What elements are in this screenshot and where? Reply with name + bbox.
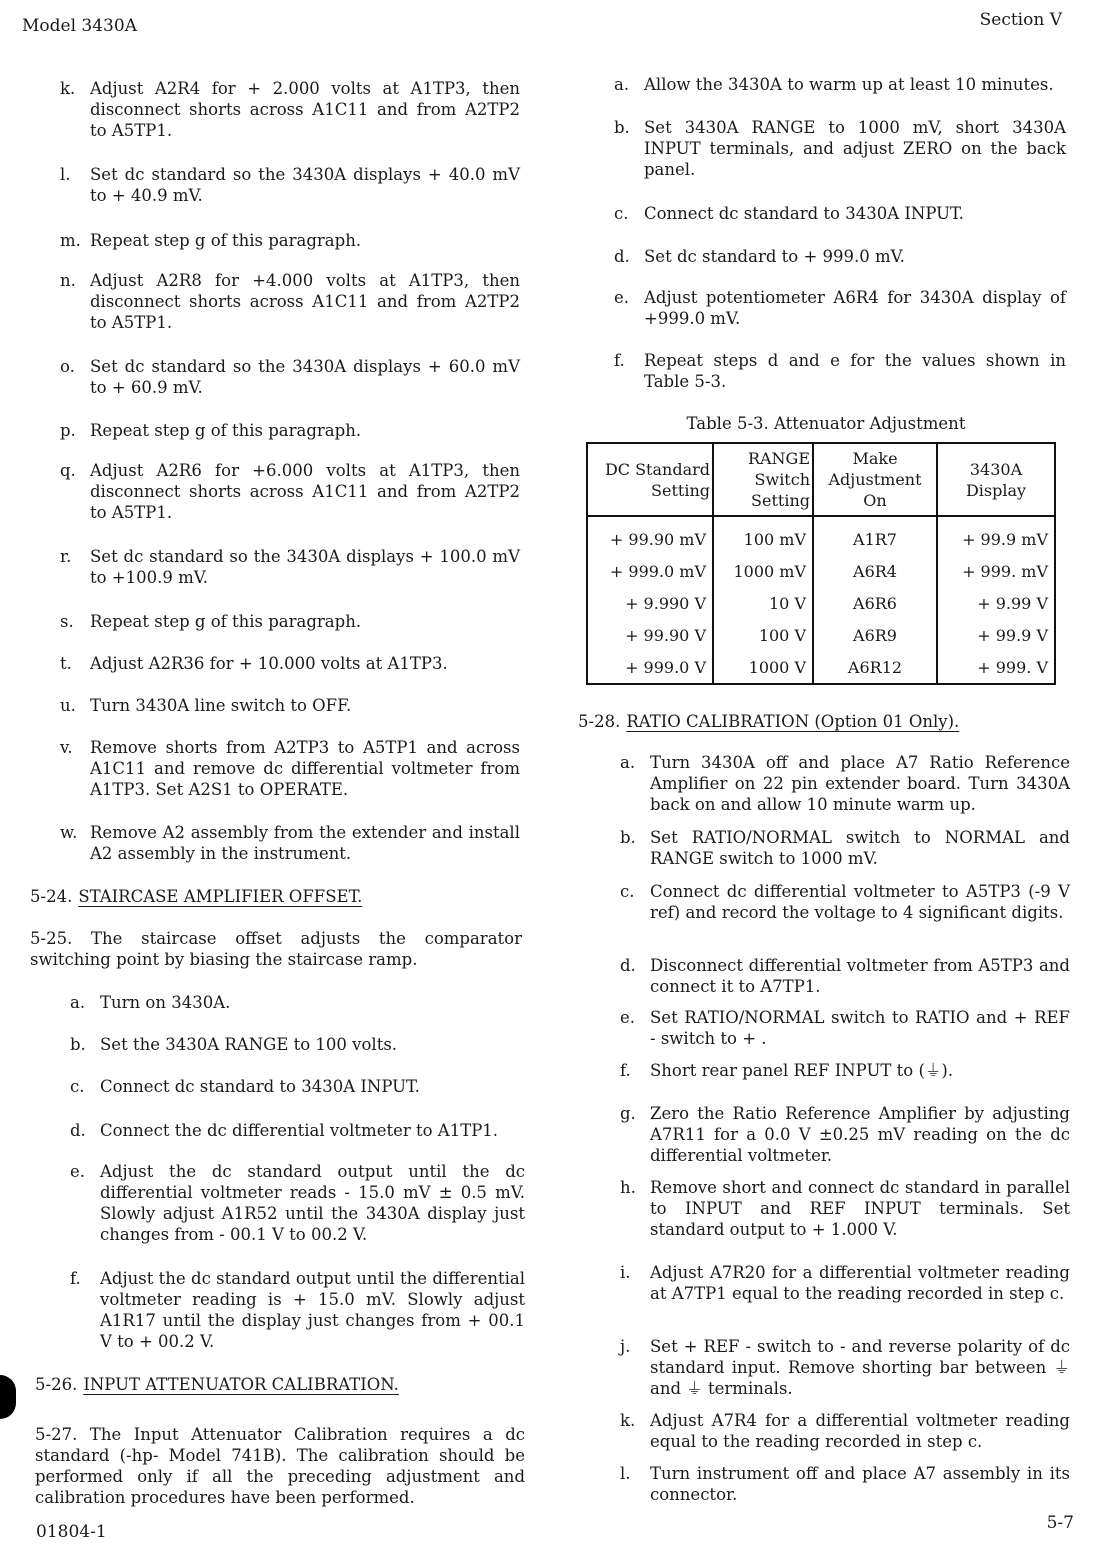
table-row: [587, 651, 1055, 684]
list-item: l. Turn instrument off and place A7 assembly in its connector.: [620, 1464, 1070, 1504]
list-item: n. Adjust A2R8 for +4.000 volts at A1TP3, then disconnect shorts across A1C11 and from A2TP2 to A5TP1.: [60, 271, 520, 332]
list-item: d. Disconnect differential voltmeter from A5TP3 and connect it to A7TP1.: [620, 956, 1070, 996]
table-cell: + 99.9 mV: [962, 529, 1048, 549]
list-item: f. Adjust the dc standard output until the differential voltmeter reading is + 15.0 mV. Slowly adjust A1R17 until the display just changes from + 00.1 V to + 00.2 V.: [70, 1269, 525, 1351]
list-item: c. Connect dc standard to 3430A INPUT.: [614, 204, 964, 223]
list-item: g. Zero the Ratio Reference Amplifier by adjusting A7R11 for a 0.0 V ±0.25 mV reading on the dc differential voltmeter.: [620, 1104, 1070, 1165]
footer-doc-number: 01804-1: [36, 1522, 107, 1542]
table-header: Make Adjustment On: [813, 443, 937, 516]
list-item: l. Set dc standard so the 3430A displays + 40.0 mV to + 40.9 mV.: [60, 165, 520, 205]
list-item: o. Set dc standard so the 3430A displays + 60.0 mV to + 60.9 mV.: [60, 357, 520, 397]
list-item: b. Set RATIO/NORMAL switch to NORMAL and RANGE switch to 1000 mV.: [620, 828, 1070, 868]
list-item: c. Connect dc standard to 3430A INPUT.: [70, 1077, 420, 1096]
table-cell: A6R6: [813, 587, 937, 619]
table-header: DC Standard Setting: [587, 443, 713, 516]
table-cell: + 999.0 V: [587, 651, 713, 684]
table-cell: 10 V: [713, 587, 813, 619]
list-item: a. Allow the 3430A to warm up at least 10 minutes.: [614, 75, 1054, 94]
table-cell: + 999. V: [977, 657, 1048, 677]
list-item: e. Adjust potentiometer A6R4 for 3430A display of +999.0 mV.: [614, 288, 1066, 328]
list-item: u. Turn 3430A line switch to OFF.: [60, 696, 352, 715]
list-item: k. Adjust A2R4 for + 2.000 volts at A1TP3, then disconnect shorts across A1C11 and from A2TP2 to A5TP1.: [60, 79, 520, 140]
table-cell: A6R12: [813, 651, 937, 684]
table-row: [587, 555, 1055, 587]
list-item: t. Adjust A2R36 for + 10.000 volts at A1TP3.: [60, 654, 448, 673]
section-heading-5-28: 5-28. RATIO CALIBRATION (Option 01 Only).: [578, 712, 960, 731]
list-item: a. Turn on 3430A.: [70, 993, 231, 1012]
list-item: f. Short rear panel REF INPUT to (⏚).: [620, 1061, 954, 1080]
list-item: m. Repeat step g of this paragraph.: [60, 231, 362, 250]
table-cell: + 9.990 V: [587, 587, 713, 619]
list-item: h. Remove short and connect dc standard in parallel to INPUT and REF INPUT terminals. Set standard output to + 1.000 V.: [620, 1178, 1070, 1239]
list-item: f. Repeat steps d and e for the values shown in Table 5-3.: [614, 351, 1066, 391]
list-item: v. Remove shorts from A2TP3 to A5TP1 and across A1C11 and remove dc differential voltmeter from A1TP3. Set A2S1 to OPERATE.: [60, 738, 520, 799]
list-item: r. Set dc standard so the 3430A displays + 100.0 mV to +100.9 mV.: [60, 547, 520, 587]
table-cell: 1000 mV: [713, 555, 813, 587]
list-item: e. Adjust the dc standard output until the dc differential voltmeter reads - 15.0 mV ± 0.5 mV. Slowly adjust A1R52 until the 3430A display just changes from - 00.1 V to 00.2 V.: [70, 1162, 525, 1244]
table-cell: 1000 V: [713, 651, 813, 684]
table-header: RANGE Switch Setting: [713, 443, 813, 516]
table-cell: + 999.0 mV: [587, 555, 713, 587]
table-cell: + 99.90 V: [587, 619, 713, 651]
paragraph-5-27: 5-27. The Input Attenuator Calibration requires a dc standard (-hp- Model 741B). The calibration should be performed only if all the preceding adjustment and calibration procedures have been performed.: [35, 1425, 525, 1507]
list-item: j. Set + REF - switch to - and reverse polarity of dc standard input. Remove shorting bar between ⏚ and ⏚ terminals.: [620, 1337, 1070, 1398]
table-cell: + 99.90 mV: [587, 516, 713, 555]
list-item: b. Set 3430A RANGE to 1000 mV, short 3430A INPUT terminals, and adjust ZERO on the back panel.: [614, 118, 1066, 179]
table-cell: A6R4: [813, 555, 937, 587]
list-item: d. Connect the dc differential voltmeter to A1TP1.: [70, 1121, 499, 1140]
section-heading-5-26: 5-26. INPUT ATTENUATOR CALIBRATION.: [35, 1375, 399, 1394]
paragraph-5-25: 5-25. The staircase offset adjusts the comparator switching point by biasing the staircase ramp.: [30, 929, 522, 969]
list-item: e. Set RATIO/NORMAL switch to RATIO and + REF - switch to + .: [620, 1008, 1070, 1048]
table-caption: Table 5-3. Attenuator Adjustment: [686, 414, 966, 433]
table-row: [587, 587, 1055, 619]
binding-mark: [0, 1375, 16, 1419]
table-cell: + 999. mV: [962, 561, 1048, 581]
list-item: b. Set the 3430A RANGE to 100 volts.: [70, 1035, 398, 1054]
table-cell: 100 mV: [713, 516, 813, 555]
table-row: [587, 619, 1055, 651]
list-item: a. Turn 3430A off and place A7 Ratio Reference Amplifier on 22 pin extender board. Turn 3430A back on and allow 10 minute warm up.: [620, 753, 1070, 814]
table-cell: + 99.9 V: [977, 625, 1048, 645]
list-item: w. Remove A2 assembly from the extender and install A2 assembly in the instrument.: [60, 823, 520, 863]
list-item: q. Adjust A2R6 for +6.000 volts at A1TP3, then disconnect shorts across A1C11 and from A2TP2 to A5TP1.: [60, 461, 520, 522]
attenuator-adjustment-table: [586, 442, 1056, 685]
table-header: 3430A Display: [937, 443, 1055, 516]
list-item: k. Adjust A7R4 for a differential voltmeter reading equal to the reading recorded in step c.: [620, 1411, 1070, 1451]
table-cell: 100 V: [713, 619, 813, 651]
footer-page-number: 5-7: [1046, 1513, 1074, 1533]
list-item: p. Repeat step g of this paragraph.: [60, 421, 362, 440]
list-item: d. Set dc standard to + 999.0 mV.: [614, 247, 905, 266]
header-section: Section V: [979, 10, 1062, 30]
section-heading-5-24: 5-24. STAIRCASE AMPLIFIER OFFSET.: [30, 887, 363, 906]
table-cell: A6R9: [813, 619, 937, 651]
table-cell: + 9.99 V: [977, 593, 1048, 613]
table-row: [587, 516, 1055, 555]
table-cell: A1R7: [813, 516, 937, 555]
list-item: i. Adjust A7R20 for a differential voltmeter reading at A7TP1 equal to the reading recorded in step c.: [620, 1263, 1070, 1303]
list-item: s. Repeat step g of this paragraph.: [60, 612, 362, 631]
list-item: c. Connect dc differential voltmeter to A5TP3 (-9 V ref) and record the voltage to 4 significant digits.: [620, 882, 1070, 922]
header-model: Model 3430A: [22, 16, 137, 36]
